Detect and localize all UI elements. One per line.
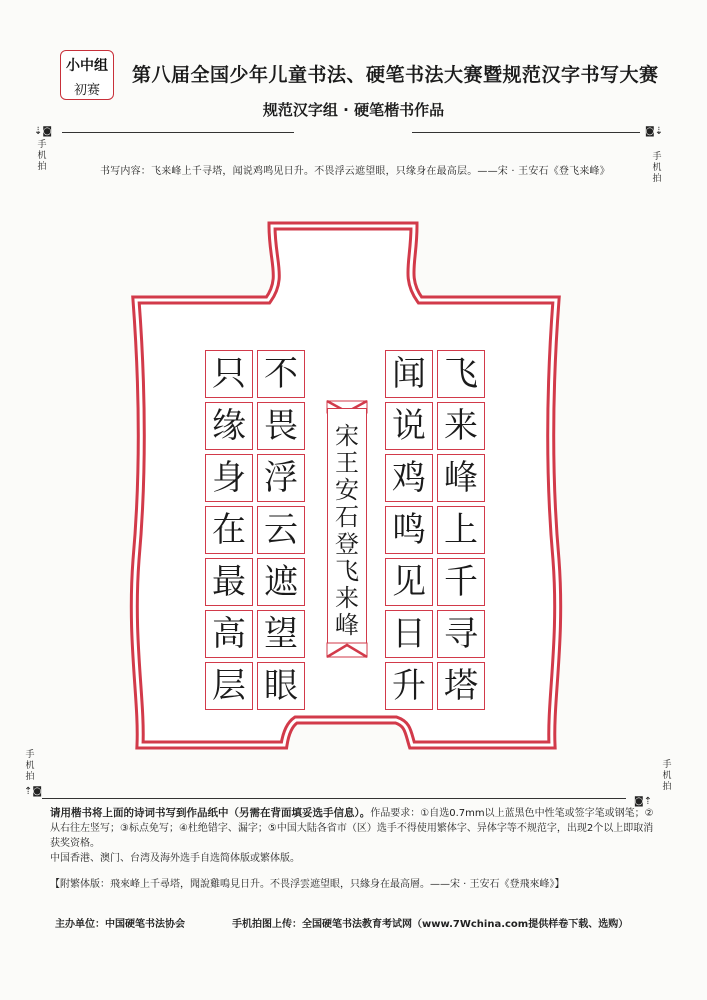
character-cell: 云 [257, 506, 305, 554]
camera-icon: ⇡◙ [24, 786, 43, 797]
character-cell: 峰 [437, 454, 485, 502]
character-cell: 来 [437, 402, 485, 450]
character-cell: 闻 [385, 350, 433, 398]
organizer: 主办单位：中国硬笔书法协会 [55, 919, 185, 930]
instructions-rest: 作品要求：①自选0.7mm以上蓝黑色中性笔或签字笔或钢笔；②从右往左竖写；③标点免写；④杜绝错字、漏字；⑤中国大陆各省市（区）选手不得使用繁体字、异体字等不规范字，出现2个以上即取消获奖资格。 [50, 808, 654, 849]
poem-column-1 [437, 350, 485, 714]
signature-char: 王 [335, 449, 359, 477]
character-cell: 身 [205, 454, 253, 502]
instructions [50, 806, 660, 866]
poem-column-2 [385, 350, 433, 714]
signature-char: 峰 [335, 611, 359, 639]
signature-char: 登 [335, 530, 359, 558]
group-label: 小中组 [66, 58, 108, 74]
signature-column [327, 408, 367, 656]
character-cell: 见 [385, 558, 433, 606]
character-cell: 日 [385, 610, 433, 658]
phone-shot-marker-br: 手机拍 [662, 760, 672, 792]
poem-column-3 [257, 350, 305, 714]
character-cell: 浮 [257, 454, 305, 502]
traditional-version: 【附繁体版：飛來峰上千尋塔，聞說雞鳴見日升。不畏浮雲遮望眼，只緣身在最高層。——宋 · 王安石《登飛來峰》】 [50, 879, 565, 890]
page-subtitle: 规范汉字组 · 硬笔楷书作品 [262, 101, 445, 119]
signature-char: 飞 [335, 557, 359, 585]
character-cell: 层 [205, 662, 253, 710]
phone-shot-marker-bl: 手机拍 [25, 750, 35, 782]
phone-shot-marker-tl: 手机拍 [37, 140, 47, 172]
character-cell: 在 [205, 506, 253, 554]
character-cell: 最 [205, 558, 253, 606]
camera-icon: ◙⇣ [645, 126, 664, 137]
character-cell: 上 [437, 506, 485, 554]
character-cell: 升 [385, 662, 433, 710]
instructions-bold: 请用楷书将上面的诗词书写到作品纸中（另需在背面填妥选手信息）。 [50, 807, 371, 819]
upload-info: 手机拍图上传：全国硬笔书法教育考试网（www.7Wchina.com提供样卷下载、选购） [232, 919, 629, 930]
character-cell: 高 [205, 610, 253, 658]
signature-char: 安 [335, 476, 359, 504]
signature-char: 宋 [335, 422, 359, 450]
character-cell: 遮 [257, 558, 305, 606]
camera-icon: ⇣◙ [34, 126, 53, 137]
character-cell: 塔 [437, 662, 485, 710]
character-cell: 鸣 [385, 506, 433, 554]
character-cell: 只 [205, 350, 253, 398]
character-cell: 缘 [205, 402, 253, 450]
camera-icon: ◙⇡ [634, 796, 653, 807]
signature-bottom-ornament [326, 642, 368, 658]
writing-content: 书写内容：飞来峰上千寻塔，闻说鸡鸣见日升。不畏浮云遮望眼，只缘身在最高层。——宋 · 王安石《登飞来峰》 [100, 166, 610, 177]
character-cell: 不 [257, 350, 305, 398]
character-cell: 寻 [437, 610, 485, 658]
phone-shot-marker-tr: 手机拍 [652, 152, 662, 184]
character-cell: 鸡 [385, 454, 433, 502]
character-cell: 千 [437, 558, 485, 606]
character-cell: 说 [385, 402, 433, 450]
hk-note: 中国香港、澳门、台湾及海外选手自选简体版或繁体版。 [50, 853, 300, 864]
character-cell: 飞 [437, 350, 485, 398]
character-cell: 望 [257, 610, 305, 658]
poem-column-4 [205, 350, 253, 714]
character-cell: 眼 [257, 662, 305, 710]
signature-char: 来 [335, 584, 359, 612]
signature-char: 石 [335, 503, 359, 531]
page-title: 第八届全国少年儿童书法、硬笔书法大赛暨规范汉字书写大赛 [132, 64, 659, 86]
round-label: 初赛 [73, 83, 100, 98]
bottom-divider [42, 798, 626, 799]
character-cell: 畏 [257, 402, 305, 450]
